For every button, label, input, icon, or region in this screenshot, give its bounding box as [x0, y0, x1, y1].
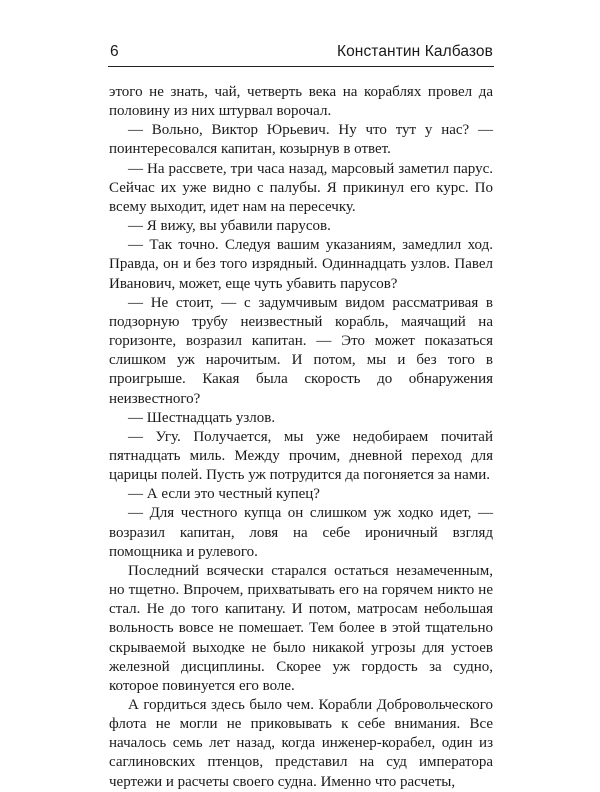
paragraph: этого не знать, чай, четверть века на кораблях провел да половину из них штурвал ворочал.: [109, 84, 493, 120]
paragraph: — А если это честный купец?: [128, 486, 320, 503]
paragraph: — На рассвете, три часа назад, марсовый заметил парус. Сейчас их уже видно с палубы. Я прикинул его курс. По всему выходит, идет нам на пересечку.: [109, 160, 493, 215]
page-header: [108, 42, 493, 66]
paragraph: — Не стоит, — с задумчивым видом рассматривая в подзорную трубу неизвестный корабль, маячащий на горизонте, возразил капитан. — Это может показаться слишком уж нарочитым. И потом, мы и без того в проигрыше. Какая была скорость до обнаружения неизвестного?: [109, 294, 493, 407]
body-text: [109, 83, 493, 792]
paragraph: — Я вижу, вы убавили парусов.: [128, 218, 331, 235]
page-number: 6: [110, 43, 119, 60]
running-title: Константин Калбазов: [336, 43, 493, 60]
paragraph: — Для честного купца он слишком уж ходко идет, — возразил капитан, ловя на себе ироничный взгляд помощника и рулевого.: [109, 505, 493, 560]
paragraph: Последний всячески старался остаться незамеченным, но тщетно. Впрочем, прихватывать его на горячем никто не стал. Не до того капитану. И потом, матросам небольшая вольность вовсе не помешает. Тем более в этой тщательно скрываемой выходке не было никакой угрозы для устоев железной дисциплины. Скорее уж гордость за судно, которое повинуется его воле.: [109, 562, 493, 694]
paragraph: — Так точно. Следуя вашим указаниям, замедлил ход. Правда, он и без того изрядный. Одиннадцать узлов. Павел Иванович, может, еще чуть убавить парусов?: [109, 237, 493, 292]
paragraph: — Угу. Получается, мы уже недобираем почитай пятнадцать миль. Между прочим, дневной переход для царицы полей. Пусть уж потрудится да погоняется за нами.: [109, 428, 493, 484]
paragraph: — Шестнадцать узлов.: [128, 409, 276, 426]
paragraph: А гордиться здесь было чем. Корабли Добровольческого флота не могли не приковывать к себе внимания. Все началось семь лет назад, когда инженер-корабел, один из саглиновских птенцов, представил на суд императора чертежи и расчеты своего судна. Именно что расчеты,: [109, 697, 493, 790]
paragraph: — Вольно, Виктор Юрьевич. Ну что тут у нас? — поинтересовался капитан, козырнув в ответ.: [109, 122, 493, 158]
header-rule: [108, 66, 494, 67]
